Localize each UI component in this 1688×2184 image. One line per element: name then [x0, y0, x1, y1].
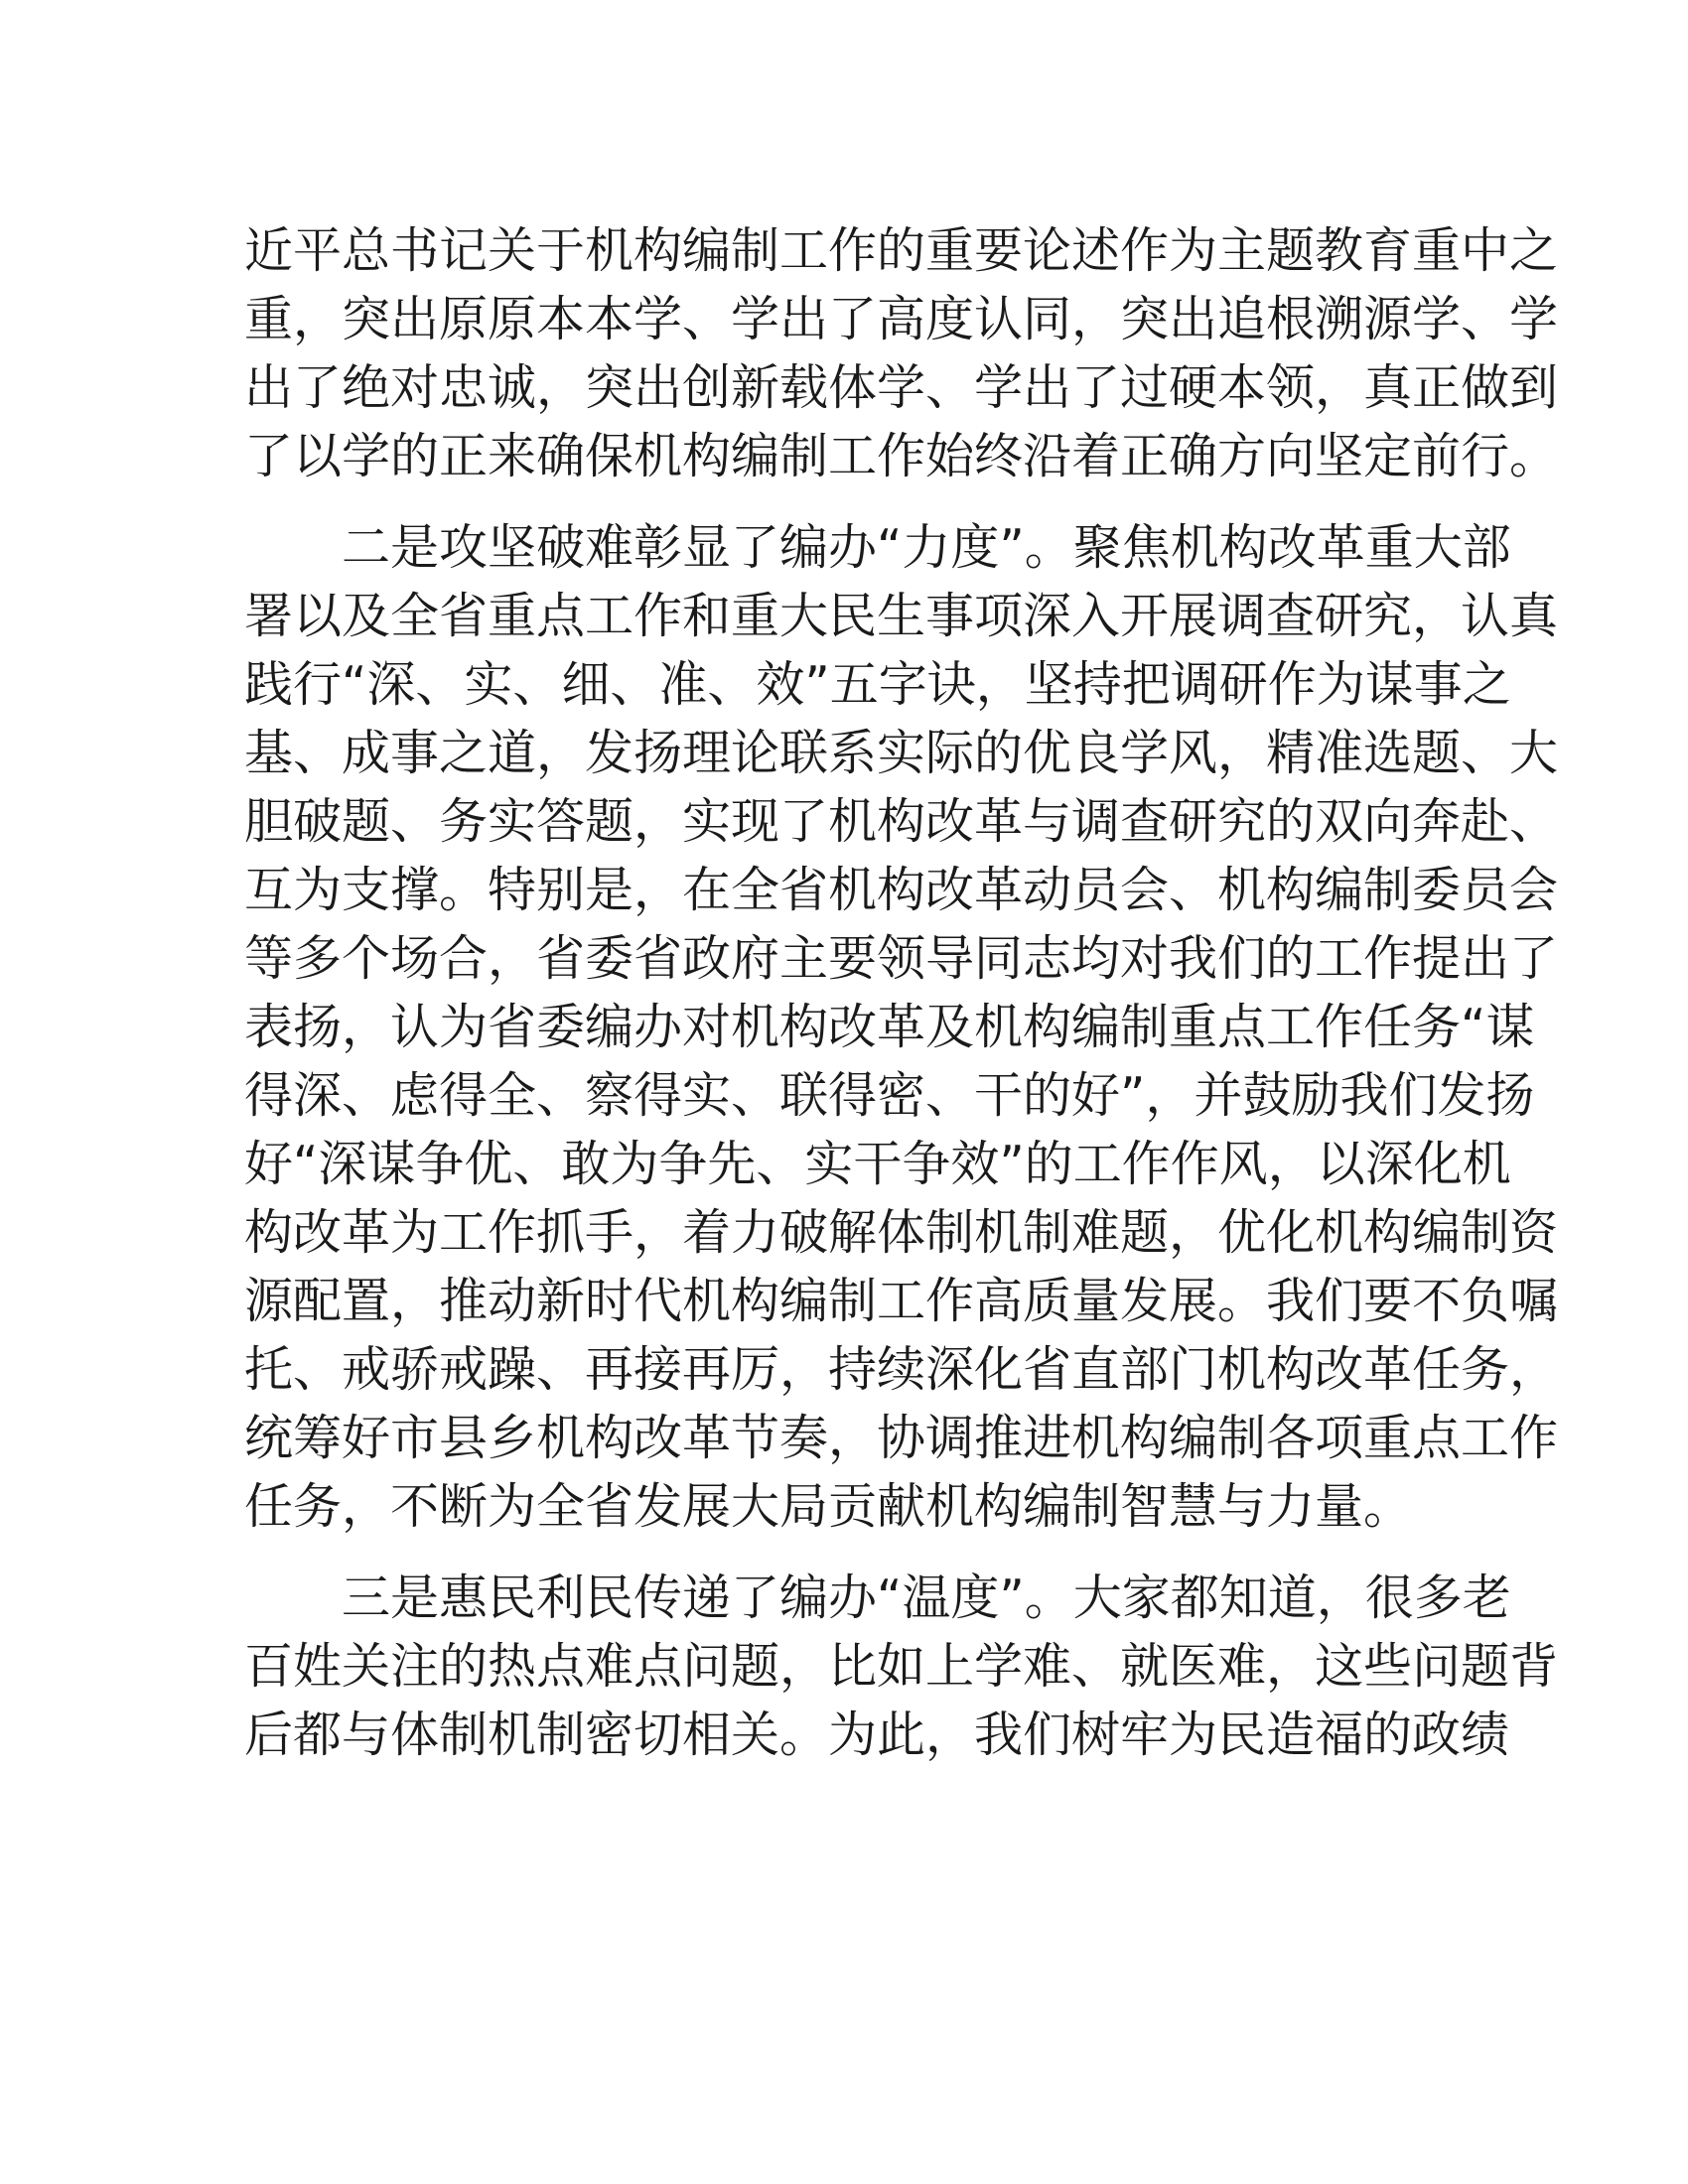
text-line: 胆破题、务实答题，实现了机构改革与调查研究的双向奔赴、: [244, 793, 1559, 850]
paragraph-3: [244, 1564, 1559, 1769]
text-line: 了以学的正来确保机构编制工作始终沿着正确方向坚定前行。: [244, 428, 1559, 484]
text-line: 二是攻坚破难彰显了编办“力度”。聚焦机构改革重大部: [342, 519, 1511, 576]
paragraph-2: [244, 513, 1559, 1541]
text-line: 等多个场合，省委省政府主要领导同志均对我们的工作提出了: [244, 930, 1559, 987]
text-line: 近平总书记关于机构编制工作的重要论述作为主题教育重中之: [244, 222, 1559, 279]
text-line: 出了绝对忠诚，突出创新载体学、学出了过硬本领，真正做到: [244, 359, 1559, 416]
text-line: 源配置，推动新时代机构编制工作高质量发展。我们要不负嘱: [244, 1273, 1559, 1329]
paragraph-1: [244, 216, 1559, 490]
document-body: [244, 216, 1559, 1769]
text-line: 署以及全省重点工作和重大民生事项深入开展调查研究，认真: [244, 588, 1559, 644]
text-line: 践行“深、实、细、准、效”五字诀，坚持把调研作为谋事之: [244, 656, 1511, 713]
text-line: 托、戒骄戒躁、再接再厉，持续深化省直部门机构改革任务，: [244, 1341, 1559, 1398]
text-line: 好“深谋争优、敢为争先、实干争效”的工作作风，以深化机: [244, 1136, 1511, 1192]
text-line: 百姓关注的热点难点问题，比如上学难、就医难，这些问题背: [244, 1638, 1559, 1695]
text-line: 互为支撑。特别是，在全省机构改革动员会、机构编制委员会: [244, 862, 1559, 918]
text-line: 基、成事之道，发扬理论联系实际的优良学风，精准选题、大: [244, 725, 1559, 781]
text-line: 构改革为工作抓手，着力破解体制机制难题，优化机构编制资: [244, 1204, 1559, 1261]
text-line: 统筹好市县乡机构改革节奏，协调推进机构编制各项重点工作: [244, 1410, 1559, 1466]
text-line: 重，突出原原本本学、学出了高度认同，突出追根溯源学、学: [244, 291, 1559, 347]
paragraph-spacer: [244, 1541, 1446, 1564]
text-line: 任务，不断为全省发展大局贡献机构编制智慧与力量。: [244, 1478, 1413, 1535]
text-line: 表扬，认为省委编办对机构改革及机构编制重点工作任务“谋: [244, 999, 1535, 1055]
text-line: 三是惠民利民传递了编办“温度”。大家都知道，很多老: [342, 1570, 1511, 1626]
text-line: 后都与体制机制密切相关。为此，我们树牢为民造福的政绩: [244, 1706, 1510, 1763]
text-line: 得深、虑得全、察得实、联得密、干的好”，并鼓励我们发扬: [244, 1067, 1535, 1124]
paragraph-spacer: [244, 490, 1446, 513]
